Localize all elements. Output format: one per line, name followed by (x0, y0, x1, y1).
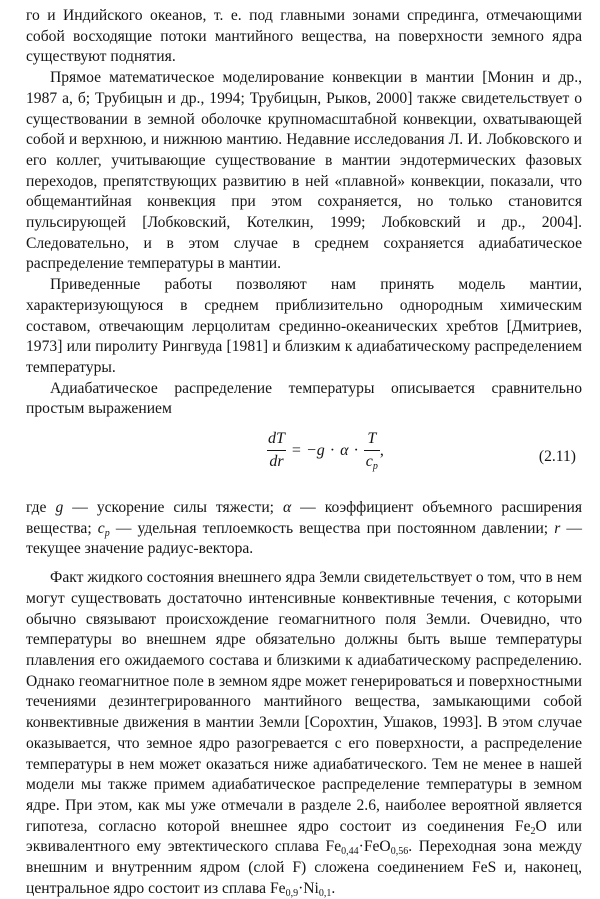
alloy2-sub1: 0,9 (285, 887, 299, 899)
paragraph-6-end: . (331, 879, 336, 897)
paragraph-6-part-c: . Переходная зона между внешним и внутренним ядром (слой F) сложена соединением FeS и, наконец, центральное ядро состоит из сплава (26, 838, 582, 897)
paragraph-1: го и Индийского океанов, т. е. под главными зонами спрединга, отмечающими собой восходящие потоки мантийного вещества, на поверхности земного ядра существуют поднятия. (26, 7, 582, 66)
cp-description: — удельная теплоемкость вещества при постоянном давлении; (115, 519, 549, 537)
paragraph-2: Прямое математическое моделирование конвекции в мантии [Монин и др., 1987 а, б; Трубицын и др., 1994; Трубицын, Рыков, 2000] также свидетельствует о существовании в земной оболочке крупномасштабной конвекции, охватывающей собой и верхнюю, и нижнюю мантию. Недавние исследования Л. И. Лобковского и его коллег, учитывающие существование в мантии эндотермических фазовых переходов, препятствующих развитию в ней «плавной» конвекции, показали, что общемантийная конвекция при этом сохраняется, но только становится пульсирующей [Лобковский, Котелкин, 1999; Лобковский и др., 2004]. Следовательно, и в этом случае в среднем сохраняется адиабатическое распределение температуры в мантии. (26, 69, 582, 273)
multiply-dot-2: · (353, 441, 359, 459)
rhs-denominator-sub: p (372, 461, 378, 473)
symbol-alpha: α (282, 499, 292, 517)
symbol-c: c (97, 519, 105, 537)
lhs-numerator: dT (268, 430, 285, 448)
equation-block (26, 424, 582, 494)
alloy1-sub2: 0,56 (390, 846, 409, 858)
multiply-dot-1: · (329, 441, 336, 459)
rhs-denominator-c: c (365, 453, 373, 471)
alloy1-feo: ·FeO (358, 838, 391, 856)
lhs-denominator: dr (267, 450, 285, 471)
equation-comma: , (379, 441, 384, 459)
symbol-p: p (104, 527, 110, 539)
alloy2-fe: Fe (269, 879, 286, 897)
alloy2-sub2: 0,1 (318, 887, 332, 899)
paragraph-4: Адиабатическое распределение температуры описывается сравнительно простым выражением (26, 379, 582, 418)
alloy1-sub1: 0,44 (341, 846, 359, 858)
fe2o-o: O (535, 817, 547, 835)
rhs-numerator: T (367, 430, 377, 448)
equation-number: (2.11) (538, 448, 576, 466)
equals-sign: = (291, 441, 301, 459)
fe2o-fe: Fe (514, 817, 531, 835)
paragraph-5 (26, 498, 582, 560)
paragraph-6 (26, 568, 582, 899)
equation (266, 430, 384, 471)
symbol-r: r (554, 519, 561, 537)
where-word: где (26, 499, 47, 517)
paragraph-6-part-b: или эквивалентного ему эвтектического сплава (26, 817, 582, 856)
g-description: — ускорение силы тяжести; (72, 499, 274, 517)
symbol-g: g (55, 499, 64, 517)
paragraph-6-part-a: Факт жидкого состояния внешнего ядра Земли свидетельствует о том, что в нем могут существовать достаточно интенсивные конвективные течения, с которыми обычно связывают происхождение геомагнитного поля Земли. Очевидно, что температуры во внешнем ядре обязательно должны быть выше температуры плавления его ожидаемого состава и близкими к адиабатическому распределению. Однако геомагнитное поле в земном ядре может генерироваться и поверхностными течениями дезинтегрированного мантийного вещества, замыкающими собой конвективные движения в мантии Земли [Сорохтин, Ушаков, 1993]. В этом случае оказывается, что земное ядро разогревается с его поверхности, а распределение температуры в нем может оказаться ниже адиабатического. Тем не менее в нашей модели мы также примем адиабатическое распределение температуры в земном ядре. При этом, как мы уже отмечали в разделе 2.6, наиболее вероятной является гипотеза, согласно которой внешнее ядро состоит из соединения (26, 569, 582, 835)
formula-fe2o (515, 818, 547, 835)
minus-g-term: −g (305, 441, 325, 459)
rhs-denominator (364, 450, 380, 471)
alloy2-ni: ·Ni (298, 879, 319, 897)
paragraph-3: Приведенные работы позволяют нам принять модель мантии, характеризующуюся в среднем приблизительно однородным химическим составом, отвечающим лерцолитам срединно-океанических хребтов [Дмитриев, 1973] или пиролиту Рингвуда [1981] и близким к адиабатическому распределением температуры. (26, 276, 582, 376)
alpha-term: α (340, 441, 349, 459)
alpha-description: — коэффициент объемного расширения вещества; (26, 499, 582, 537)
r-description: — текущее значение радиус-вектора. (26, 519, 583, 558)
lhs-fraction (266, 430, 287, 471)
formula-alloy-1 (325, 838, 409, 858)
alloy1-fe: Fe (325, 838, 342, 856)
rhs-fraction (364, 430, 380, 471)
formula-alloy-2 (270, 880, 331, 897)
fe2o-sub: 2 (530, 825, 536, 837)
symbol-c-sub (105, 528, 110, 539)
